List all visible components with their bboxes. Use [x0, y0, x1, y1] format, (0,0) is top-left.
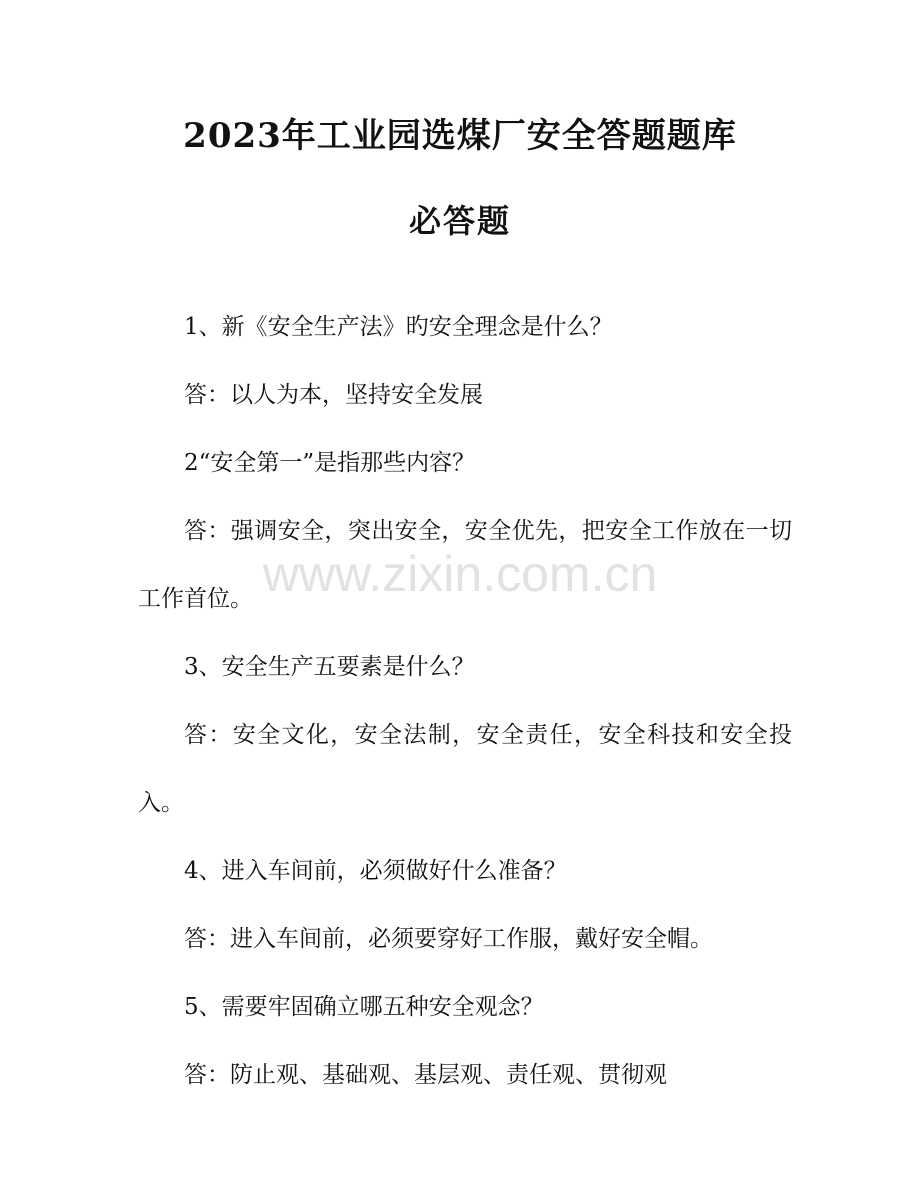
- qa-list: [138, 293, 792, 1109]
- question-5: 5、需要牢固确立哪五种安全观念？: [184, 994, 544, 1020]
- question-1: 1、新《安全生产法》旳安全理念是什么？: [184, 314, 613, 340]
- question-4: 4、进入车间前，必须做好什么准备？: [184, 858, 567, 884]
- answer-5: 答：防止观、基础观、基层观、责任观、贯彻观: [184, 1062, 667, 1088]
- answer-3: 答：安全文化，安全法制，安全责任，安全科技和安全投入。: [138, 722, 792, 816]
- section-title: 必答题: [408, 202, 511, 240]
- watermark: www.zixin.com.cn: [262, 546, 658, 602]
- question-3: 3、安全生产五要素是什么？: [184, 654, 475, 680]
- answer-1: 答：以人为本，坚持安全发展: [184, 382, 483, 408]
- answer-4: 答：进入车间前，必须要穿好工作服，戴好安全帽。: [184, 926, 713, 952]
- question-2: 2“安全第一”是指那些内容？: [184, 450, 476, 476]
- answer-2: 答：强调安全，突出安全，安全优先，把安全工作放在一切工作首位。: [138, 518, 792, 612]
- document-title: 2023年工业园选煤厂安全答题题库: [183, 116, 737, 156]
